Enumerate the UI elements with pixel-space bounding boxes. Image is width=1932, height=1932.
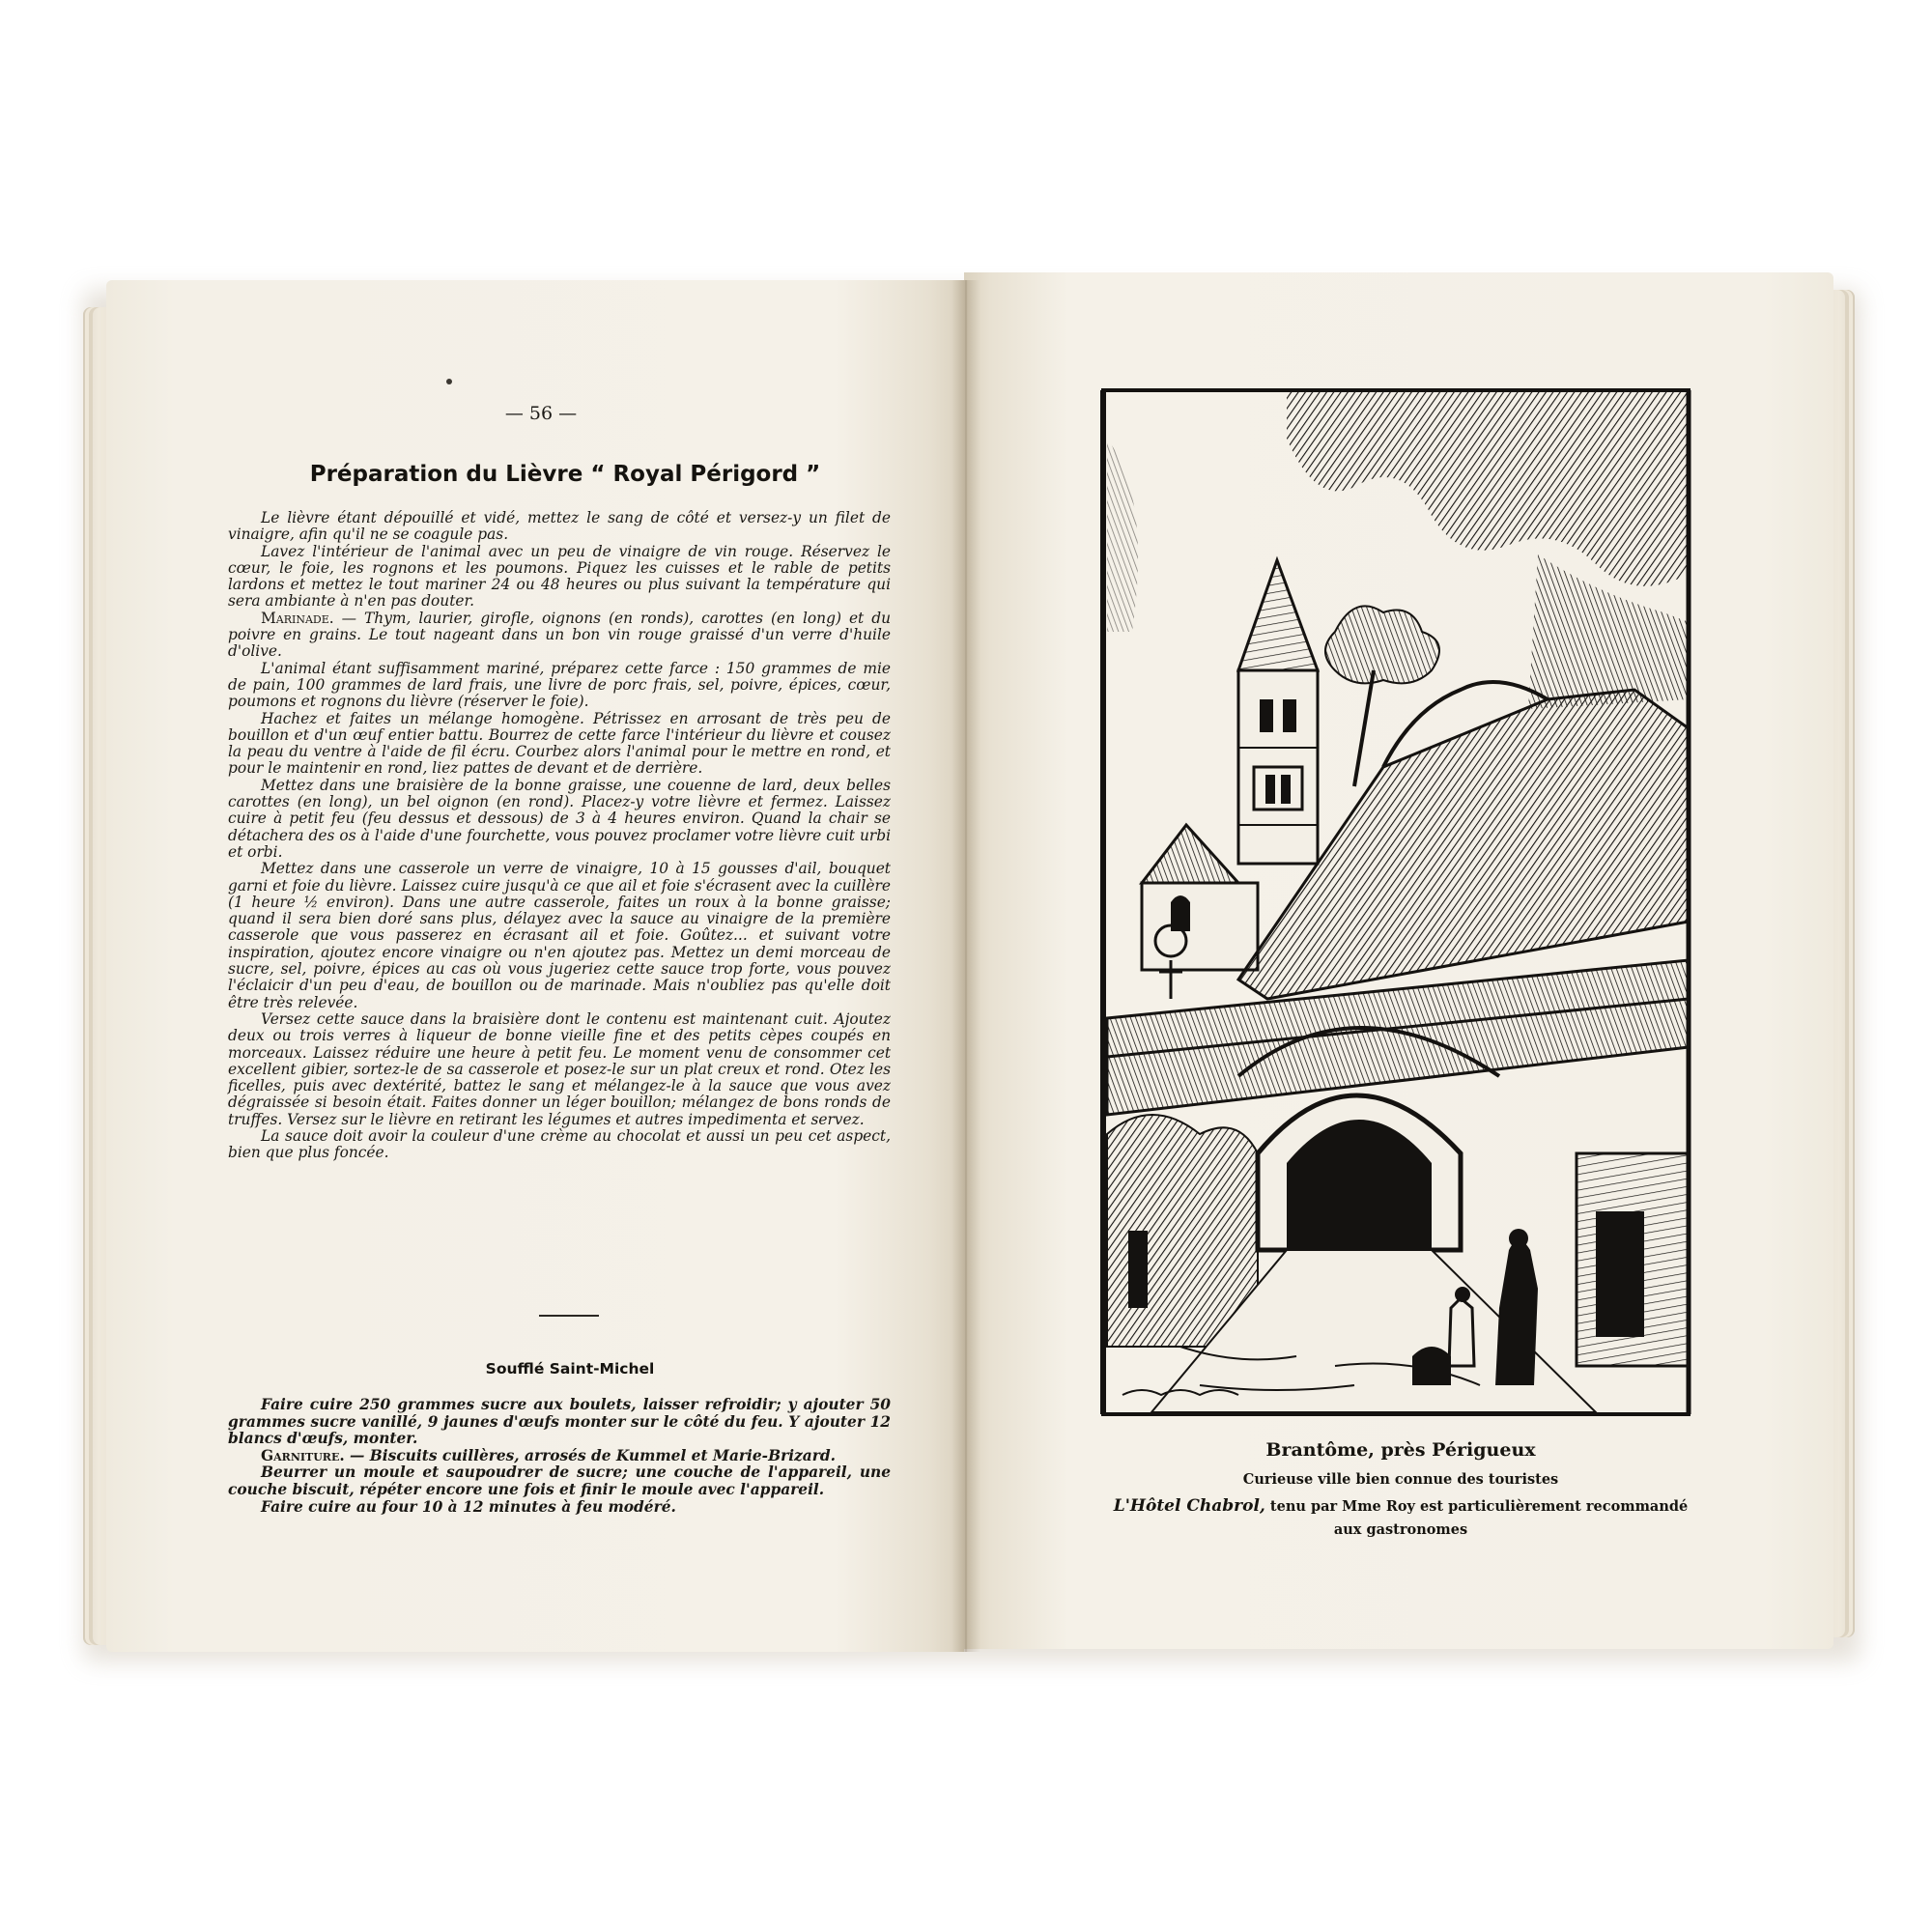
paragraph-lead: Marinade. [261, 609, 334, 627]
paragraph-text: — Thym, laurier, girofle, oignons (en ronds), carottes (en long) et du poivre en grains. Le tout nageant dans un bon vin rouge graissé d'un verre d'huile d'olive. [228, 609, 891, 661]
illustration-caption-end: aux gastronomes [1333, 1521, 1468, 1538]
paragraph [228, 510, 891, 544]
recipe-title: Préparation du Lièvre “ Royal Périgord ” [309, 462, 821, 487]
paragraph [228, 661, 891, 711]
paragraph [228, 1464, 891, 1498]
paragraph-lead: Garniture. [261, 1446, 345, 1464]
paragraph [228, 711, 891, 778]
paragraph [228, 1397, 891, 1448]
illustration-caption-line: Curieuse ville bien connue des touristes [1242, 1471, 1559, 1488]
recipe-2-title: Soufflé Saint-Michel [485, 1360, 655, 1378]
hotel-recommendation: tenu par Mme Roy est particulièrement recommandé [1264, 1498, 1689, 1515]
recipe-body [228, 510, 891, 1162]
paragraph-text: Beurrer un moule et saupoudrer de sucre; une couche de l'appareil, une couche biscuit, répéter encore une fois et finir le moule avec l'appareil. [228, 1463, 891, 1498]
ink-speck [446, 379, 452, 384]
brantome-illustration [1094, 381, 1702, 1424]
hotel-name: L'Hôtel Chabrol, [1113, 1496, 1265, 1516]
illustration-caption-title: Brantôme, près Périgueux [1265, 1439, 1536, 1461]
paragraph-text: Mettez dans une casserole un verre de vinaigre, 10 à 15 gousses d'ail, bouquet garni et foie du lièvre. Laissez cuire jusqu'à ce que ail et foie s'écrasent avec la cuillère (1 heure ½ environ). Dans une autre casserole, faites un roux à la bonne graisse; quand il sera bien doré sans plus, délayez avec la sauce au vinaigre de la première casserole que vous passerez en écrasant ail et foie. Goûtez... et suivant votre inspiration, ajoutez encore vinaigre ou n'en ajoutez pas. Mettez un demi morceau de sucre, sel, poivre, épices au cas où vous jugeriez cette sauce trop forte, vous pouvez l'éclaicir d'un peu d'eau, de bouillon ou de marinade. Mais n'oubliez pas qu'elle doit être très relevée. [228, 860, 891, 1011]
paragraph [228, 1011, 891, 1128]
show-through [1058, 454, 1076, 522]
paragraph-text: Versez cette sauce dans la braisière dont le contenu est maintenant cuit. Ajoutez deux ou trois verres à liqueur de bonne vieille fine et des petits cèpes coupés en morceaux. Laissez réduire une heure à petit feu. Le moment venu de consommer cet excellent gibier, sortez-le de sa casserole et posez-le sur un plat creux et rond. Otez les ficelles, puis avec dextérité, battez le sang et mélangez-le à la sauce que vous avez dégraissée si besoin était. Faites donner un léger bouillon; mélangez de bons ronds de truffes. Versez sur le lièvre en retirant les légumes et autres impedimenta et servez. [228, 1009, 891, 1128]
paragraph [228, 544, 891, 611]
paragraph-text: Mettez dans une braisière de la bonne graisse, une couenne de lard, deux belles carottes (en long), un bel oignon (en rond). Placez-y votre lièvre et fermez. Laissez cuire à petit feu (feu dessus et dessous) de 3 à 4 heures environ. Quand la chair se détachera des os à l'aide d'une fourchette, vous pouvez proclamer votre lièvre cuit urbi et orbi. [228, 776, 891, 861]
paragraph-text: — Biscuits cuillères, arrosés de Kummel et Marie-Brizard. [344, 1446, 836, 1464]
paragraph-text: Faire cuire au four 10 à 12 minutes à feu modéré. [261, 1497, 676, 1516]
paragraph [228, 861, 891, 1011]
page-number: — 56 — [504, 403, 578, 424]
recipe-2-body [228, 1397, 891, 1516]
paragraph-text: Faire cuire 250 grammes sucre aux boulets, laisser refroidir; y ajouter 50 grammes sucre vanillé, 9 jaunes d'œufs monter sur le côté du feu. Y ajouter 12 blancs d'œufs, monter. [228, 1396, 891, 1448]
paragraph-text: La sauce doit avoir la couleur d'une crème au chocolat et aussi un peu cet aspect, bien que plus foncée. [228, 1126, 891, 1162]
paragraph [228, 611, 891, 661]
paragraph-text: Le lièvre étant dépouillé et vidé, mettez le sang de côté et versez-y un filet de vinaigre, afin qu'il ne se coagule pas. [228, 509, 891, 544]
paragraph [228, 1448, 891, 1465]
paragraph [228, 1499, 891, 1517]
book-gutter [952, 280, 980, 1652]
paragraph [228, 778, 891, 861]
paragraph-text: L'animal étant suffisamment mariné, préparez cette farce : 150 grammes de mie de pain, 100 grammes de lard frais, une livre de porc frais, sel, poivre, épices, cœur, poumons et rognons du lièvre (réserver le foie). [228, 659, 891, 711]
paragraph-text: Hachez et faites un mélange homogène. Pétrissez en arrosant de très peu de bouillon et d'un œuf entier battu. Bourrez de cette farce l'intérieur du lièvre et cousez la peau du ventre à l'aide de fil écru. Courbez alors l'animal pour le mettre en rond, et pour le maintenir en rond, liez pattes de devant et de derrière. [228, 709, 891, 778]
paragraph [228, 1128, 891, 1162]
paragraph-text: Lavez l'intérieur de l'animal avec un peu de vinaigre de vin rouge. Réservez le cœur, le foie, les rognons et les poumons. Piquez les cuisses et le rable de petits lardons et mettez le tout mariner 24 ou 48 heures ou plus suivant la température qui sera ambiante à n'en pas douter. [228, 542, 891, 611]
illustration-caption-hotel [1082, 1496, 1719, 1516]
section-divider [539, 1315, 599, 1317]
